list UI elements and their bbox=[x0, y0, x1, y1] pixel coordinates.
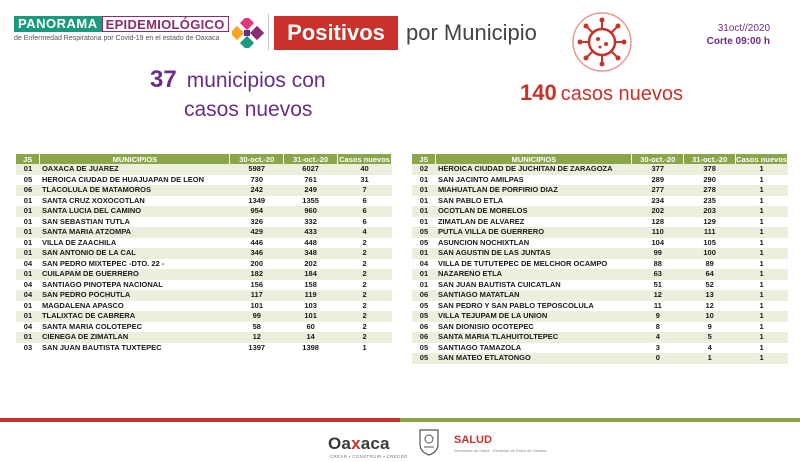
oaxaca-logo-a: Oa bbox=[328, 434, 352, 453]
table-row bbox=[16, 280, 392, 291]
cell-31-oct: 202 bbox=[284, 259, 338, 270]
cell-municipio: SAN ANTONIO DE LA CAL bbox=[40, 248, 230, 259]
table-row bbox=[16, 259, 392, 270]
cell-30-oct: 954 bbox=[230, 206, 284, 217]
cutoff-text: Corte 09:00 h bbox=[706, 36, 770, 47]
cell-31-oct: 448 bbox=[284, 238, 338, 249]
cell-30-oct: 0 bbox=[632, 353, 684, 364]
cell-js: 05 bbox=[412, 343, 436, 354]
col-31-oct: 31-oct.-20 bbox=[684, 154, 736, 164]
cell-js: 01 bbox=[412, 217, 436, 228]
cell-municipio: SAN JUAN BAUTISTA TUXTEPEC bbox=[40, 343, 230, 354]
cell-casos-nuevos: 1 bbox=[736, 217, 788, 228]
cell-casos-nuevos: 1 bbox=[736, 343, 788, 354]
cell-31-oct: 378 bbox=[684, 164, 736, 175]
cell-casos-nuevos: 6 bbox=[338, 217, 392, 228]
colorful-x-logo-icon bbox=[232, 18, 264, 48]
cell-casos-nuevos: 2 bbox=[338, 238, 392, 249]
cell-30-oct: 277 bbox=[632, 185, 684, 196]
cell-js: 06 bbox=[412, 322, 436, 333]
cell-casos-nuevos: 1 bbox=[736, 238, 788, 249]
cell-31-oct: 960 bbox=[284, 206, 338, 217]
cell-js: 01 bbox=[16, 301, 40, 312]
cell-31-oct: 119 bbox=[284, 290, 338, 301]
cell-municipio: HEROICA CIUDAD DE JUCHITAN DE ZARAGOZA bbox=[436, 164, 632, 175]
table-row bbox=[16, 227, 392, 238]
cell-js: 06 bbox=[16, 185, 40, 196]
cell-30-oct: 730 bbox=[230, 175, 284, 186]
cell-31-oct: 203 bbox=[684, 206, 736, 217]
cell-municipio: ASUNCION NOCHIXTLAN bbox=[436, 238, 632, 249]
title-por-municipio: por Municipio bbox=[406, 20, 537, 45]
cell-31-oct: 89 bbox=[684, 259, 736, 270]
oaxaca-tagline: CREAR • CONSTRUIR • CRECER bbox=[330, 454, 408, 459]
table-row bbox=[412, 175, 788, 186]
footer-band bbox=[0, 418, 800, 422]
cell-casos-nuevos: 1 bbox=[736, 332, 788, 343]
cell-casos-nuevos: 6 bbox=[338, 196, 392, 207]
cell-municipio: SANTIAGO TAMAZOLA bbox=[436, 343, 632, 354]
cell-30-oct: 63 bbox=[632, 269, 684, 280]
cell-casos-nuevos: 1 bbox=[736, 175, 788, 186]
cell-30-oct: 156 bbox=[230, 280, 284, 291]
table-row bbox=[412, 311, 788, 322]
cell-municipio: ZIMATLAN DE ALVAREZ bbox=[436, 217, 632, 228]
cell-js: 01 bbox=[16, 227, 40, 238]
cell-casos-nuevos: 2 bbox=[338, 269, 392, 280]
table-row bbox=[412, 280, 788, 291]
cell-js: 05 bbox=[412, 238, 436, 249]
cell-31-oct: 105 bbox=[684, 238, 736, 249]
table-row bbox=[412, 259, 788, 270]
brand-subtitle: de Enfermedad Respiratoria por Covid-19 en el estado de Oaxaca bbox=[14, 35, 220, 42]
cell-casos-nuevos: 40 bbox=[338, 164, 392, 175]
cell-municipio: VILLA DE TUTUTEPEC DE MELCHOR OCAMPO bbox=[436, 259, 632, 270]
cell-municipio: OCOTLAN DE MORELOS bbox=[436, 206, 632, 217]
cell-js: 01 bbox=[16, 332, 40, 343]
header-divider bbox=[268, 14, 269, 50]
title-positivos: Positivos bbox=[274, 16, 398, 50]
table-row bbox=[412, 332, 788, 343]
table-row bbox=[412, 206, 788, 217]
cell-30-oct: 12 bbox=[230, 332, 284, 343]
cell-31-oct: 278 bbox=[684, 185, 736, 196]
cell-js: 01 bbox=[412, 175, 436, 186]
table-row bbox=[412, 322, 788, 333]
cell-casos-nuevos: 31 bbox=[338, 175, 392, 186]
cell-casos-nuevos: 2 bbox=[338, 311, 392, 322]
table-row bbox=[412, 248, 788, 259]
cell-casos-nuevos: 2 bbox=[338, 301, 392, 312]
cell-31-oct: 184 bbox=[284, 269, 338, 280]
cell-js: 01 bbox=[412, 248, 436, 259]
cell-casos-nuevos: 1 bbox=[736, 227, 788, 238]
cell-js: 01 bbox=[16, 206, 40, 217]
cell-31-oct: 332 bbox=[284, 217, 338, 228]
table-row bbox=[16, 217, 392, 228]
table-header-row bbox=[412, 154, 788, 164]
cell-casos-nuevos: 2 bbox=[338, 322, 392, 333]
cell-js: 04 bbox=[16, 259, 40, 270]
cell-js: 01 bbox=[16, 238, 40, 249]
cell-js: 01 bbox=[16, 311, 40, 322]
cell-casos-nuevos: 1 bbox=[736, 248, 788, 259]
cell-municipio: SAN AGUSTIN DE LAS JUNTAS bbox=[436, 248, 632, 259]
cell-municipio: SANTA MARIA COLOTEPEC bbox=[40, 322, 230, 333]
table-row bbox=[412, 238, 788, 249]
cell-31-oct: 14 bbox=[284, 332, 338, 343]
cell-municipio: SANTA CRUZ XOXOCOTLAN bbox=[40, 196, 230, 207]
table-row bbox=[16, 164, 392, 175]
cell-municipio: MAGDALENA APASCO bbox=[40, 301, 230, 312]
col-municipios: MUNICIPIOS bbox=[436, 154, 632, 164]
cell-30-oct: 117 bbox=[230, 290, 284, 301]
cell-30-oct: 4 bbox=[632, 332, 684, 343]
cell-31-oct: 1 bbox=[684, 353, 736, 364]
cell-js: 05 bbox=[412, 311, 436, 322]
cases-summary bbox=[520, 80, 683, 106]
table-row bbox=[16, 175, 392, 186]
table-row bbox=[16, 332, 392, 343]
cell-30-oct: 326 bbox=[230, 217, 284, 228]
col-js: JS bbox=[16, 154, 40, 164]
municipios-text-b: casos nuevos bbox=[184, 98, 313, 121]
cell-municipio: MIAHUATLAN DE PORFIRIO DIAZ bbox=[436, 185, 632, 196]
cell-30-oct: 182 bbox=[230, 269, 284, 280]
cell-31-oct: 761 bbox=[284, 175, 338, 186]
cell-30-oct: 12 bbox=[632, 290, 684, 301]
cell-31-oct: 60 bbox=[284, 322, 338, 333]
oaxaca-logo bbox=[328, 434, 390, 454]
cell-municipio: SAN SEBASTIAN TUTLA bbox=[40, 217, 230, 228]
cell-js: 01 bbox=[412, 269, 436, 280]
cell-casos-nuevos: 1 bbox=[736, 269, 788, 280]
table-row bbox=[412, 164, 788, 175]
table-row bbox=[412, 290, 788, 301]
cell-municipio: VILLA TEJUPAM DE LA UNION bbox=[436, 311, 632, 322]
cell-casos-nuevos: 2 bbox=[338, 248, 392, 259]
cell-js: 01 bbox=[412, 185, 436, 196]
table-row bbox=[16, 343, 392, 354]
cell-js: 05 bbox=[412, 353, 436, 364]
municipios-table-right bbox=[412, 154, 788, 364]
cell-31-oct: 4 bbox=[684, 343, 736, 354]
col-municipios: MUNICIPIOS bbox=[40, 154, 230, 164]
cell-31-oct: 52 bbox=[684, 280, 736, 291]
cell-31-oct: 158 bbox=[284, 280, 338, 291]
cell-municipio: TLACOLULA DE MATAMOROS bbox=[40, 185, 230, 196]
cell-casos-nuevos: 1 bbox=[736, 185, 788, 196]
cell-municipio: CUILAPAM DE GUERRERO bbox=[40, 269, 230, 280]
cell-casos-nuevos: 2 bbox=[338, 332, 392, 343]
cell-municipio: SANTA LUCIA DEL CAMINO bbox=[40, 206, 230, 217]
table-row bbox=[412, 196, 788, 207]
table-row bbox=[412, 343, 788, 354]
oaxaca-logo-b: aca bbox=[360, 434, 390, 453]
cell-31-oct: 5 bbox=[684, 332, 736, 343]
cell-31-oct: 129 bbox=[684, 217, 736, 228]
cell-31-oct: 348 bbox=[284, 248, 338, 259]
cell-31-oct: 100 bbox=[684, 248, 736, 259]
table-row bbox=[16, 301, 392, 312]
cell-municipio: SANTIAGO PINOTEPA NACIONAL bbox=[40, 280, 230, 291]
cell-30-oct: 446 bbox=[230, 238, 284, 249]
cell-30-oct: 5987 bbox=[230, 164, 284, 175]
cell-30-oct: 202 bbox=[632, 206, 684, 217]
cell-casos-nuevos: 1 bbox=[736, 290, 788, 301]
municipios-table-left bbox=[16, 154, 392, 353]
cell-casos-nuevos: 1 bbox=[736, 164, 788, 175]
cell-js: 01 bbox=[16, 248, 40, 259]
cell-30-oct: 101 bbox=[230, 301, 284, 312]
col-casos-nuevos: Casos nuevos bbox=[339, 154, 390, 164]
table-row bbox=[412, 353, 788, 364]
cell-30-oct: 3 bbox=[632, 343, 684, 354]
cell-31-oct: 64 bbox=[684, 269, 736, 280]
cell-municipio: SAN JACINTO AMILPAS bbox=[436, 175, 632, 186]
cell-js: 03 bbox=[16, 343, 40, 354]
cell-30-oct: 200 bbox=[230, 259, 284, 270]
cell-30-oct: 289 bbox=[632, 175, 684, 186]
date-text: 31oct//2020 bbox=[717, 23, 770, 34]
cell-30-oct: 377 bbox=[632, 164, 684, 175]
cell-js: 02 bbox=[412, 164, 436, 175]
cell-js: 06 bbox=[412, 332, 436, 343]
col-30-oct: 30-oct.-20 bbox=[230, 154, 284, 164]
cell-31-oct: 433 bbox=[284, 227, 338, 238]
table-row bbox=[412, 185, 788, 196]
table-row bbox=[412, 217, 788, 228]
cell-js: 04 bbox=[16, 280, 40, 291]
cell-31-oct: 249 bbox=[284, 185, 338, 196]
cell-31-oct: 6027 bbox=[284, 164, 338, 175]
cell-municipio: SAN PEDRO POCHUTLA bbox=[40, 290, 230, 301]
cell-30-oct: 128 bbox=[632, 217, 684, 228]
cell-js: 05 bbox=[412, 227, 436, 238]
cell-municipio: SAN PEDRO Y SAN PABLO TEPOSCOLULA bbox=[436, 301, 632, 312]
cell-js: 05 bbox=[16, 175, 40, 186]
brand-title bbox=[14, 16, 264, 32]
col-js: JS bbox=[412, 154, 436, 164]
table-row bbox=[16, 185, 392, 196]
table-row bbox=[16, 196, 392, 207]
municipios-count: 37 bbox=[150, 66, 177, 93]
cell-31-oct: 111 bbox=[684, 227, 736, 238]
col-casos-nuevos: Casos nuevos bbox=[736, 154, 787, 164]
cell-casos-nuevos: 4 bbox=[338, 227, 392, 238]
cell-30-oct: 1349 bbox=[230, 196, 284, 207]
cell-js: 01 bbox=[16, 269, 40, 280]
cases-text: casos nuevos bbox=[560, 83, 684, 105]
table-row bbox=[412, 301, 788, 312]
coronavirus-icon bbox=[570, 10, 634, 74]
col-31-oct: 31-oct.-20 bbox=[284, 154, 338, 164]
municipios-summary bbox=[150, 66, 360, 122]
cell-js: 01 bbox=[16, 217, 40, 228]
cell-31-oct: 103 bbox=[284, 301, 338, 312]
brand-epidemiologico: EPIDEMIOLÓGICO bbox=[102, 16, 229, 32]
cell-30-oct: 429 bbox=[230, 227, 284, 238]
municipios-text-a: municipios con bbox=[186, 69, 326, 92]
cell-30-oct: 1397 bbox=[230, 343, 284, 354]
cell-casos-nuevos: 6 bbox=[338, 206, 392, 217]
table-row bbox=[16, 269, 392, 280]
cell-30-oct: 110 bbox=[632, 227, 684, 238]
cell-municipio: VILLA DE ZAACHILA bbox=[40, 238, 230, 249]
table-row bbox=[16, 238, 392, 249]
cell-js: 01 bbox=[412, 280, 436, 291]
cell-casos-nuevos: 1 bbox=[736, 301, 788, 312]
cell-municipio: SAN DIONISIO OCOTEPEC bbox=[436, 322, 632, 333]
cell-js: 01 bbox=[16, 164, 40, 175]
cell-municipio: SANTA MARIA ATZOMPA bbox=[40, 227, 230, 238]
cell-casos-nuevos: 7 bbox=[338, 185, 392, 196]
cell-municipio: CIENEGA DE ZIMATLAN bbox=[40, 332, 230, 343]
cell-municipio: PUTLA VILLA DE GUERRERO bbox=[436, 227, 632, 238]
salud-subtitle: Secretaría de Salud · Servicios de Salud de Oaxaca bbox=[454, 448, 547, 453]
report-date bbox=[707, 22, 770, 48]
cell-31-oct: 1398 bbox=[284, 343, 338, 354]
cell-municipio: SANTA MARIA TLAHUITOLTEPEC bbox=[436, 332, 632, 343]
table-header-row bbox=[16, 154, 392, 164]
cell-casos-nuevos: 1 bbox=[736, 196, 788, 207]
table-row bbox=[16, 290, 392, 301]
table-row bbox=[412, 227, 788, 238]
cell-31-oct: 13 bbox=[684, 290, 736, 301]
cell-js: 04 bbox=[412, 259, 436, 270]
cell-js: 06 bbox=[412, 290, 436, 301]
cell-casos-nuevos: 2 bbox=[338, 280, 392, 291]
table-row bbox=[16, 311, 392, 322]
cell-js: 04 bbox=[16, 290, 40, 301]
table-row bbox=[16, 206, 392, 217]
cell-30-oct: 242 bbox=[230, 185, 284, 196]
cell-30-oct: 58 bbox=[230, 322, 284, 333]
cell-js: 05 bbox=[412, 301, 436, 312]
cell-municipio: SANTIAGO MATATLAN bbox=[436, 290, 632, 301]
cell-casos-nuevos: 1 bbox=[338, 343, 392, 354]
table-row bbox=[16, 322, 392, 333]
cell-municipio: TLALIXTAC DE CABRERA bbox=[40, 311, 230, 322]
cell-31-oct: 10 bbox=[684, 311, 736, 322]
salud-logo: SALUD bbox=[454, 434, 492, 446]
cell-30-oct: 9 bbox=[632, 311, 684, 322]
cell-30-oct: 88 bbox=[632, 259, 684, 270]
cell-js: 01 bbox=[412, 196, 436, 207]
oaxaca-logo-x: x bbox=[351, 434, 361, 453]
cell-30-oct: 51 bbox=[632, 280, 684, 291]
cell-30-oct: 99 bbox=[632, 248, 684, 259]
cell-30-oct: 234 bbox=[632, 196, 684, 207]
cell-municipio: NAZARENO ETLA bbox=[436, 269, 632, 280]
cell-js: 01 bbox=[16, 196, 40, 207]
cell-30-oct: 11 bbox=[632, 301, 684, 312]
cell-municipio: HEROICA CIUDAD DE HUAJUAPAN DE LEON bbox=[40, 175, 230, 186]
cell-31-oct: 9 bbox=[684, 322, 736, 333]
cell-30-oct: 346 bbox=[230, 248, 284, 259]
cell-31-oct: 12 bbox=[684, 301, 736, 312]
cell-casos-nuevos: 1 bbox=[736, 206, 788, 217]
cell-casos-nuevos: 1 bbox=[736, 353, 788, 364]
cell-municipio: OAXACA DE JUAREZ bbox=[40, 164, 230, 175]
cell-casos-nuevos: 1 bbox=[736, 280, 788, 291]
cell-31-oct: 290 bbox=[684, 175, 736, 186]
cell-municipio: SAN PABLO ETLA bbox=[436, 196, 632, 207]
col-30-oct: 30-oct.-20 bbox=[632, 154, 684, 164]
table-row bbox=[412, 269, 788, 280]
table-row bbox=[16, 248, 392, 259]
cell-casos-nuevos: 1 bbox=[736, 311, 788, 322]
cell-31-oct: 101 bbox=[284, 311, 338, 322]
cell-31-oct: 1355 bbox=[284, 196, 338, 207]
cell-municipio: SAN PEDRO MIXTEPEC -DTO. 22 - bbox=[40, 259, 230, 270]
cell-31-oct: 235 bbox=[684, 196, 736, 207]
cases-count: 140 bbox=[520, 80, 557, 105]
cell-casos-nuevos: 2 bbox=[338, 259, 392, 270]
cell-casos-nuevos: 1 bbox=[736, 259, 788, 270]
cell-30-oct: 8 bbox=[632, 322, 684, 333]
brand-panorama: PANORAMA bbox=[14, 16, 102, 32]
cell-30-oct: 99 bbox=[230, 311, 284, 322]
cell-casos-nuevos: 1 bbox=[736, 322, 788, 333]
cell-municipio: SAN JUAN BAUTISTA CUICATLAN bbox=[436, 280, 632, 291]
cell-casos-nuevos: 2 bbox=[338, 290, 392, 301]
cell-30-oct: 104 bbox=[632, 238, 684, 249]
cell-js: 04 bbox=[16, 322, 40, 333]
cell-js: 01 bbox=[412, 206, 436, 217]
state-seal-icon bbox=[418, 428, 440, 456]
brand-block bbox=[14, 16, 264, 50]
cell-municipio: SAN MATEO ETLATONGO bbox=[436, 353, 632, 364]
